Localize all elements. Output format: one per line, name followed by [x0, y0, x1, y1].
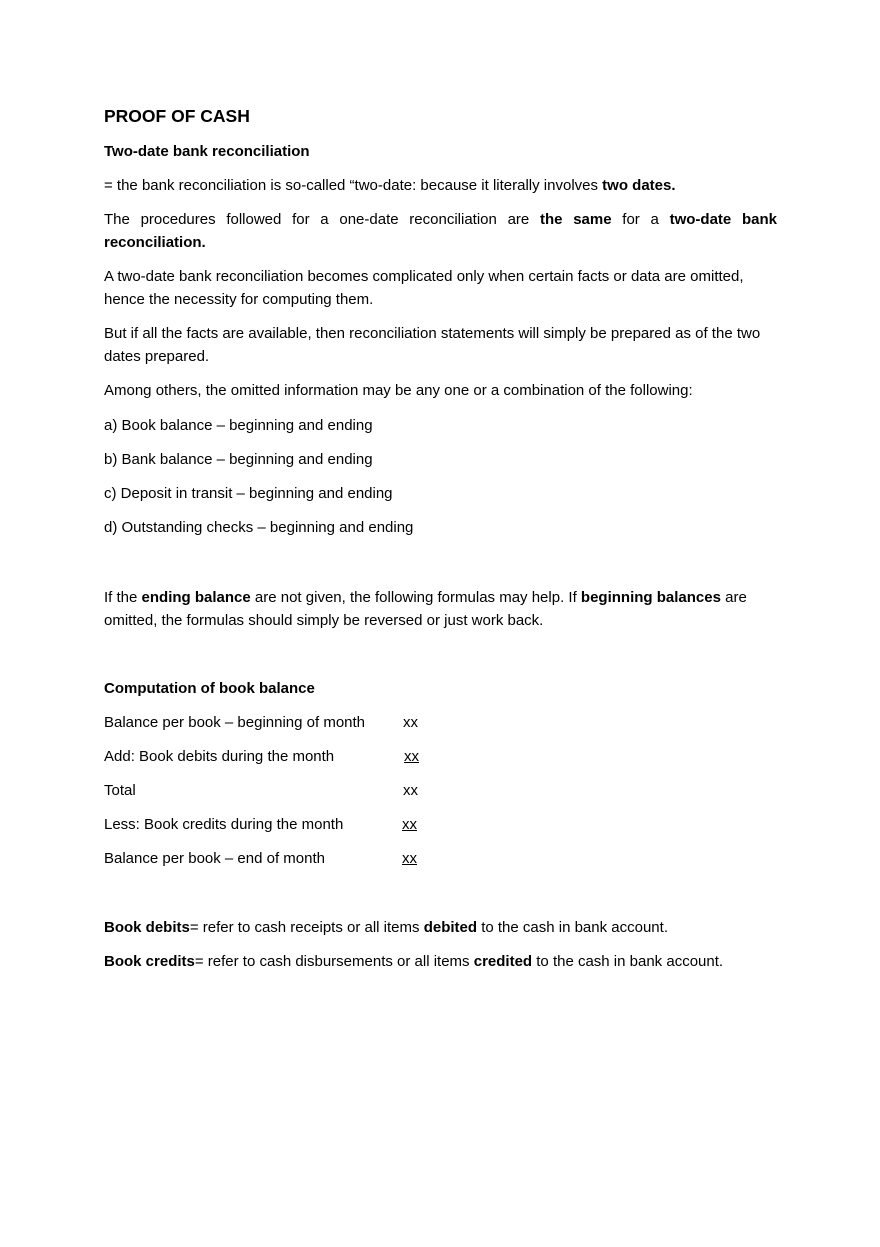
book-debits-text-2: to the cash in bank account. [477, 919, 668, 936]
book-credits-term: Book credits [104, 953, 195, 970]
formulas-emphasis-1: ending balance [141, 589, 251, 606]
book-credits-emphasis: credited [473, 953, 533, 970]
computation-row [104, 747, 504, 767]
formulas-text-3: are omitted, the formulas should simply be reversed or just work back. [104, 589, 747, 629]
computation-value: xx [402, 816, 417, 833]
complicated-paragraph: A two-date bank reconciliation becomes complicated only when certain facts or data are omitted, hence the necessity for computing them. [104, 268, 744, 308]
book-credits-definition [104, 951, 777, 974]
procedures-paragraph [104, 209, 777, 254]
formulas-emphasis-2: beginning balances [580, 589, 721, 606]
procedures-text-1: The procedures followed for a one-date reconciliation are [104, 211, 540, 228]
book-debits-emphasis: debited [423, 919, 478, 936]
procedures-emphasis-2: two-date bank reconciliation. [104, 211, 777, 251]
computation-label: Balance per book – end of month [104, 850, 325, 867]
book-debits-text-1: = refer to cash receipts or all items [189, 919, 424, 936]
definition-paragraph [104, 175, 777, 198]
list-item: c) Deposit in transit – beginning and ending [104, 485, 393, 502]
procedures-text-2: for a [611, 211, 670, 228]
book-debits-term: Book debits [104, 919, 190, 936]
computation-row [104, 815, 504, 835]
list-item: d) Outstanding checks – beginning and ending [104, 519, 414, 536]
computation-value: xx [402, 850, 417, 867]
formulas-text-2: are not given, the following formulas may help. If [250, 589, 581, 606]
computation-label: Total [104, 782, 136, 799]
section-heading-two-date: Two-date bank reconciliation [104, 143, 310, 160]
computation-row [104, 849, 504, 869]
computation-label: Add: Book debits during the month [104, 748, 335, 765]
procedures-emphasis-1: the same [539, 211, 612, 228]
book-credits-text-1: = refer to cash disbursements or all items [194, 953, 474, 970]
omitted-intro-paragraph: Among others, the omitted information may be any one or a combination of the following: [104, 382, 693, 399]
book-credits-text-2: to the cash in bank account. [532, 953, 724, 970]
computation-row [104, 713, 504, 733]
formulas-paragraph [104, 587, 777, 632]
computation-label: Balance per book – beginning of month [104, 714, 366, 731]
computation-value: xx [403, 782, 418, 799]
computation-value: xx [404, 748, 419, 765]
available-paragraph: But if all the facts are available, then reconciliation statements will simply be prepared as of the two dates prepared. [104, 325, 761, 365]
computation-row [104, 781, 504, 801]
computation-value: xx [403, 714, 418, 731]
formulas-text-1: If the [104, 589, 142, 606]
list-item: a) Book balance – beginning and ending [104, 417, 373, 434]
list-item: b) Bank balance – beginning and ending [104, 451, 373, 468]
definition-text: = the bank reconciliation is so-called “two-date: because it literally involves [104, 177, 603, 194]
computation-label: Less: Book credits during the month [104, 816, 344, 833]
book-debits-definition [104, 917, 777, 940]
page-title: PROOF OF CASH [104, 106, 250, 126]
definition-emphasis: two dates. [602, 177, 676, 194]
computation-heading: Computation of book balance [104, 680, 315, 697]
